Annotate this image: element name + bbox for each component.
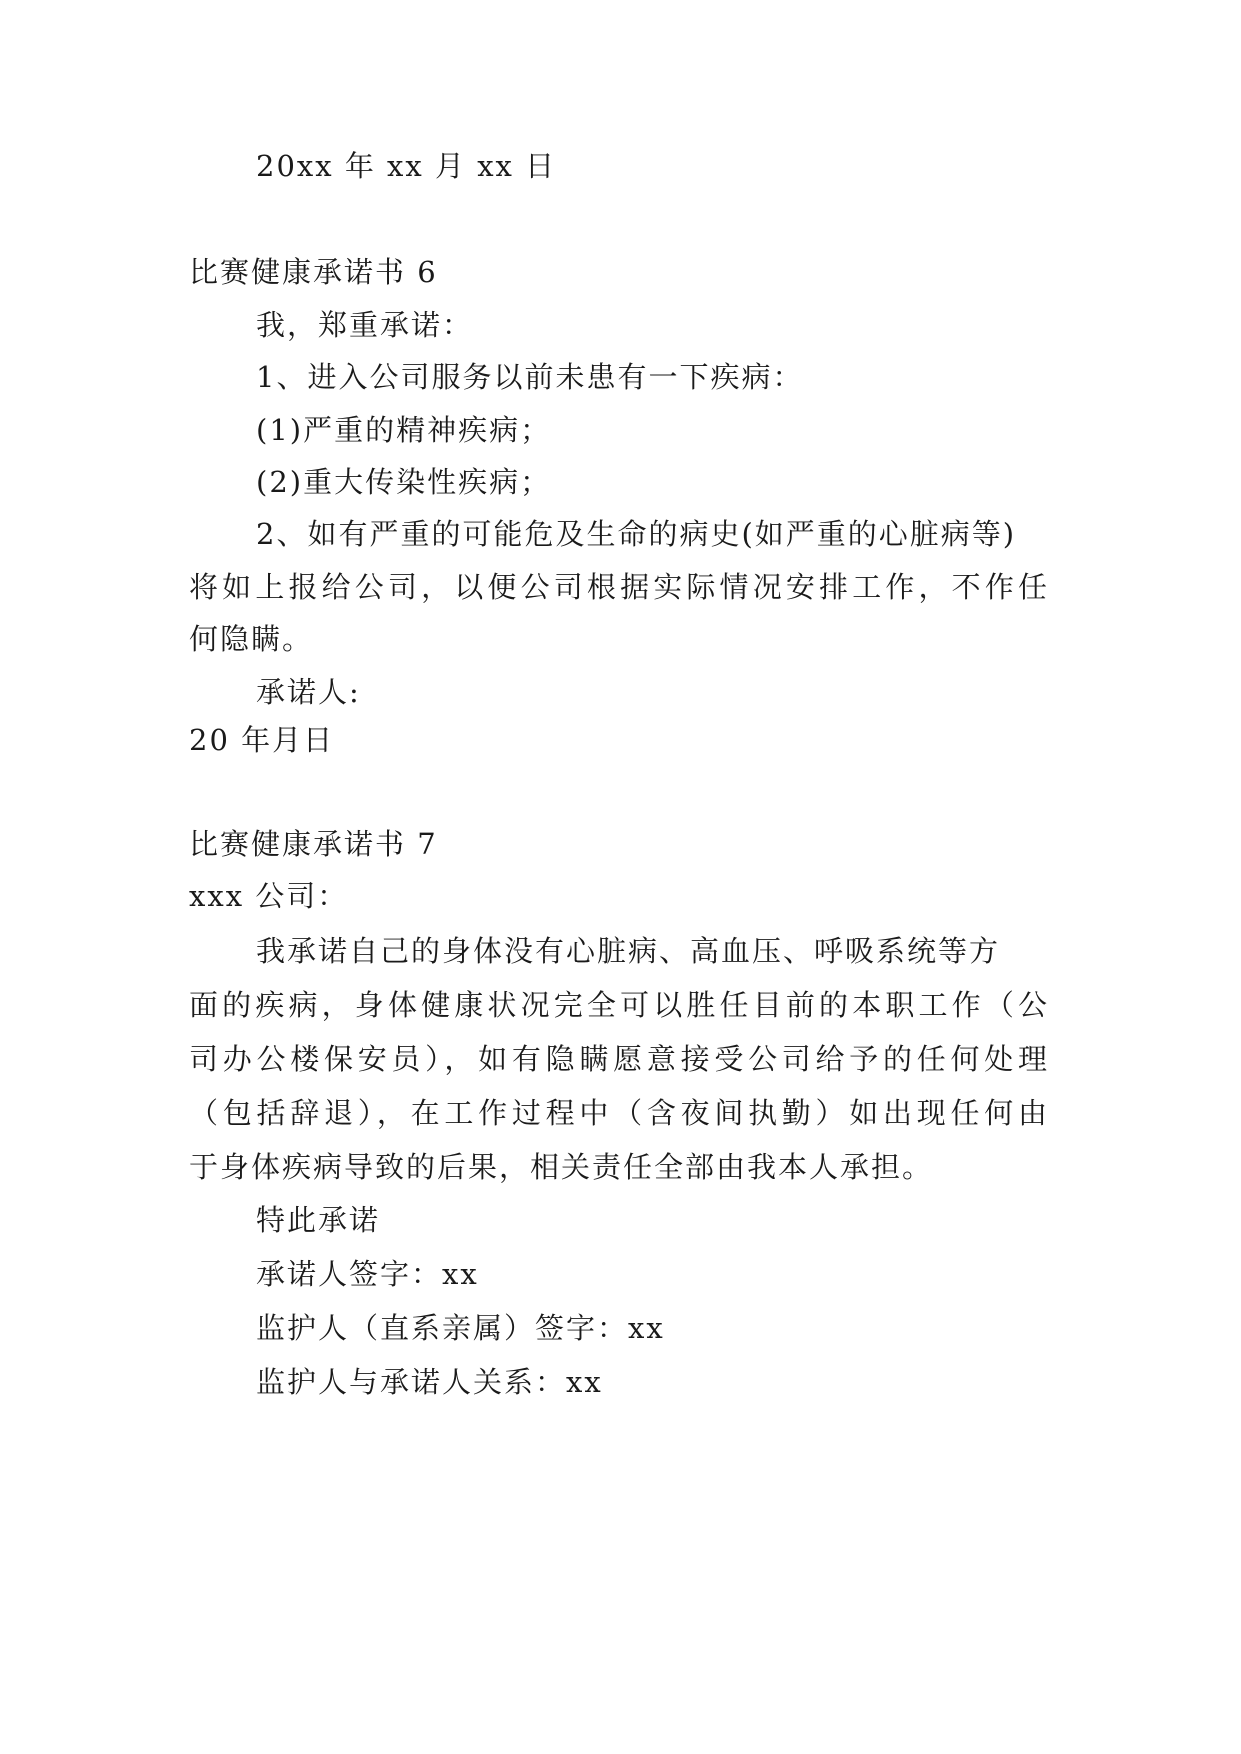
section6-sub2: (2)重大传染性疾病； — [256, 465, 552, 499]
section7-body-line1: 我承诺自己的身体没有心脏病、高血压、呼吸系统等方 — [256, 934, 1001, 968]
section7-body-line4: （包括辞退），在工作过程中（含夜间执勤）如出现任何由 — [189, 1096, 1049, 1130]
section7-title: 比赛健康承诺书 7 — [189, 827, 438, 861]
section7-body-line3: 司办公楼保安员），如有隐瞒愿意接受公司给予的任何处理 — [189, 1042, 1049, 1076]
section7-relation: 监护人与承诺人关系：xx — [256, 1365, 603, 1399]
section6-item2-line1: 2、如有严重的可能危及生命的病史(如严重的心脏病等) — [256, 517, 1017, 551]
section6-sub1: (1)严重的精神疾病； — [256, 413, 552, 447]
section6-title: 比赛健康承诺书 6 — [189, 255, 438, 289]
top-date: 20xx 年 xx 月 xx 日 — [256, 149, 557, 183]
section6-item2-line2: 将如上报给公司，以便公司根据实际情况安排工作，不作任 — [189, 570, 1049, 604]
section6-item1: 1、进入公司服务以前未患有一下疾病： — [256, 360, 804, 394]
section6-intro: 我，郑重承诺： — [256, 308, 474, 342]
section6-promiser: 承诺人: — [256, 675, 361, 709]
section7-addressee: xxx 公司： — [189, 879, 349, 913]
section7-body-line5: 于身体疾病导致的后果，相关责任全部由我本人承担。 — [189, 1150, 934, 1184]
section7-guardian-sign: 监护人（直系亲属）签字：xx — [256, 1311, 665, 1345]
section7-body-line2: 面的疾病，身体健康状况完全可以胜任目前的本职工作（公 — [189, 988, 1049, 1022]
section7-promiser-sign: 承诺人签字：xx — [256, 1257, 479, 1291]
section6-date: 20 年月日 — [189, 723, 335, 757]
section6-item2-line3: 何隐瞒。 — [189, 622, 314, 656]
section7-closing: 特此承诺 — [256, 1203, 381, 1237]
